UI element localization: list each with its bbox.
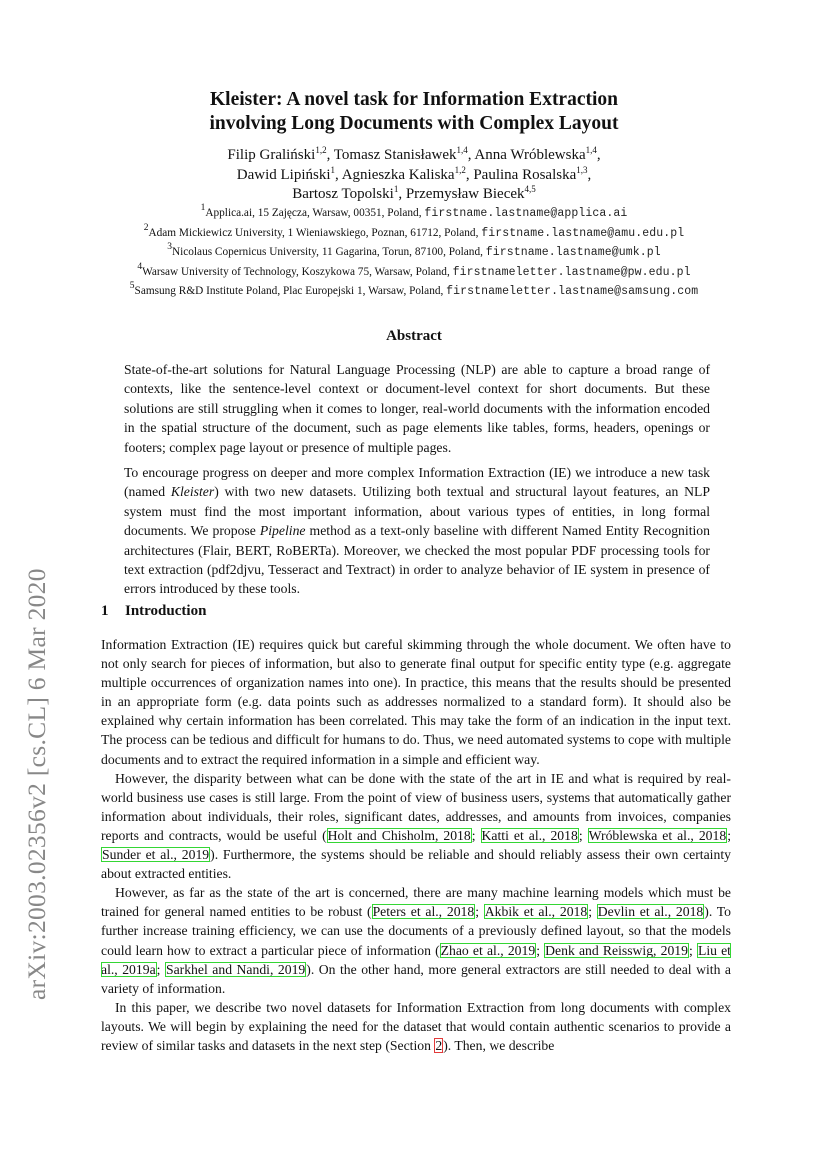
author-affiliation-mark: 1,4 bbox=[585, 145, 597, 155]
affiliation-list bbox=[0, 204, 828, 302]
body-paragraph bbox=[101, 998, 731, 1055]
author-name: Przemysław Biecek bbox=[405, 186, 525, 203]
abstract-paragraph bbox=[124, 463, 710, 599]
author-line: Filip Graliński$^{1,2}$, Tomasz Stanisławek$^{1,4}$, Anna Wróblewska$^{1,4}$, bbox=[227, 145, 601, 163]
author-affiliation-mark: 4,5 bbox=[524, 184, 536, 195]
section-heading bbox=[101, 603, 206, 620]
affiliation-email: firstname.lastname@applica.ai bbox=[424, 207, 628, 220]
affiliation-number: 4 bbox=[137, 261, 143, 272]
author-line: Bartosz Topolski$^1$, Przemysław Biecek$^{4,5}$ bbox=[292, 184, 536, 203]
author-affiliation-mark: 1,3 bbox=[576, 164, 588, 175]
author-list bbox=[0, 146, 828, 205]
citation-link[interactable]: Zhao et al., 2019 bbox=[440, 942, 536, 958]
citation-link[interactable]: Devlin et al., 2018 bbox=[597, 904, 704, 920]
section-number: 1 bbox=[101, 603, 109, 619]
author-line: Dawid Lipiński$^1$, Agnieszka Kaliska$^{1,2}$, Paulina Rosalska$^{1,3}$, bbox=[236, 164, 592, 183]
affiliation-email: firstname.lastname@amu.edu.pl bbox=[481, 226, 685, 240]
author-name: Paulina Rosalska bbox=[473, 166, 577, 183]
affiliation-number: 1 bbox=[200, 203, 206, 213]
author-name: Tomasz Stanisławek bbox=[333, 147, 457, 163]
author-name: Bartosz Topolski bbox=[292, 186, 394, 203]
abstract-body bbox=[124, 360, 710, 605]
pipeline-term: Pipeline bbox=[259, 523, 306, 539]
citation-link[interactable]: Denk and Reisswig, 2019 bbox=[545, 942, 688, 958]
affiliation-number: 2 bbox=[143, 222, 149, 233]
body-paragraph: However, as far as the state of the art is concerned, there are many machine learning models which must be trained for general named entities to be robust (Peters et al., 2018; Akbik et al., 2018; Devlin et al., 2018). To further increase training efficiency, we can use the documents of a previously defined layout, so that the models could learn how to extract a particular piece of information (Zhao et al., 2019; Denk and Reisswig, 2019; Liu et al., 2019a; Sarkhel and Nandi, 2019). On the other hand, more general extractors are still needed to deal with a variety of information. bbox=[101, 885, 731, 996]
section-reference-link[interactable]: 2 bbox=[435, 1037, 443, 1053]
citation-link[interactable]: Katti et al., 2018 bbox=[481, 827, 578, 843]
citation-link[interactable]: Sunder et al., 2019 bbox=[102, 847, 210, 863]
citation-link[interactable]: Akbik et al., 2018 bbox=[484, 904, 588, 920]
citation-link[interactable]: Sarkhel and Nandi, 2019 bbox=[165, 961, 306, 977]
affiliation-number: 5 bbox=[129, 281, 135, 292]
affiliation-text: Applica.ai, 15 Zajęcza, Warsaw, 00351, Poland, bbox=[205, 207, 422, 219]
body-text-run: ). Furthermore, the systems should be reliable and should reliably assess their own certainty about extracted entities. bbox=[101, 847, 731, 882]
affiliation-line bbox=[0, 263, 828, 283]
author-name: Agnieszka Kaliska bbox=[341, 166, 455, 183]
affiliation-email: firstname.lastname@umk.pl bbox=[485, 246, 661, 260]
affiliation-text: Warsaw University of Technology, Koszykowa 75, Warsaw, Poland, bbox=[142, 265, 450, 278]
author-affiliation-mark: 1,2 bbox=[315, 145, 327, 155]
affiliation-number: 3 bbox=[167, 242, 172, 253]
body-text bbox=[101, 635, 731, 1055]
affiliation-line bbox=[0, 243, 828, 263]
affiliation-line bbox=[0, 224, 828, 244]
body-text-run: In this paper, we describe two novel datasets for Information Extraction from long documents with complex layouts. We will begin by explaining the need for the dataset that would contain authentic scenarios to provide a review of similar tasks and datasets in the next step (Section bbox=[101, 999, 731, 1053]
abstract-paragraph: State-of-the-art solutions for Natural Language Processing (NLP) are able to capture a broad range of contexts, like the sentence-level context or document-level context for short documents. But these solutions are still struggling when it comes to longer, real-world documents with the information encoded in the spatial structure of the document, such as page elements like tables, forms, headers, openings or footers; complex page layout or presence of multiple pages. bbox=[124, 362, 710, 455]
citation-link[interactable]: Liu et al., 2019a bbox=[101, 942, 731, 977]
abstract-text: ) with two new datasets. Utilizing both textual and structural layout features, an NLP system must find the most important information, about various types of entities, in long formal documents. We propose bbox=[124, 484, 710, 539]
author-name: Dawid Lipiński bbox=[236, 166, 331, 183]
citation-link[interactable]: Wróblewska et al., 2018 bbox=[588, 827, 727, 843]
author-name: Filip Graliński bbox=[227, 147, 316, 163]
body-text-run: However, as far as the state of the art is concerned, there are many machine learning models which must be trained for general named entities to be robust ( bbox=[101, 885, 731, 920]
abstract-heading: Abstract bbox=[386, 328, 442, 344]
citation-link[interactable]: Peters et al., 2018 bbox=[372, 904, 475, 920]
affiliation-line bbox=[0, 282, 828, 302]
abstract-text: method as a text-only baseline with different Named Entity Recognition architectures (Flair, BERT, RoBERTa). Moreover, we checked the most popular PDF processing tools for text extraction (pdf2djvu, Tesseract and Textract) in order to analyze behavior of IE system in presence of errors introduced by these tools. bbox=[124, 523, 710, 597]
body-text-run: ). To further increase training efficiency, we can use the documents of a previously defined layout, so that the models could learn how to extract a particular piece of information ( bbox=[101, 904, 731, 958]
abstract-text: To encourage progress on deeper and more complex Information Extraction (IE) we introduce a new task (named bbox=[124, 465, 710, 500]
citation-link[interactable]: Holt and Chisholm, 2018 bbox=[327, 827, 471, 843]
kleister-term: Kleister bbox=[170, 484, 215, 500]
paper-title bbox=[0, 88, 828, 136]
body-text-run: ). Then, we describe bbox=[443, 1037, 555, 1053]
affiliation-text: Samsung R&D Institute Poland, Plac Europejski 1, Warsaw, Poland, bbox=[134, 285, 444, 298]
affiliation-email: firstnameletter.lastname@samsung.com bbox=[446, 285, 699, 299]
author-name: Anna Wróblewska bbox=[474, 147, 586, 163]
author-affiliation-mark: 1,4 bbox=[456, 145, 468, 155]
affiliation-text: Nicolaus Copernicus University, 11 Gagarina, Torun, 87100, Poland, bbox=[171, 246, 483, 259]
arxiv-identifier: arXiv:2003.02356v2 [cs.CL] 6 Mar 2020 bbox=[22, 568, 51, 1000]
section-title: Introduction bbox=[125, 603, 207, 619]
title-line-2: involving Long Documents with Complex Layout bbox=[209, 113, 619, 134]
title-line-1: Kleister: A novel task for Information Extraction bbox=[209, 89, 618, 110]
affiliation-email: firstnameletter.lastname@pw.edu.pl bbox=[452, 265, 691, 279]
author-affiliation-mark: 1 bbox=[393, 184, 399, 195]
author-affiliation-mark: 1 bbox=[330, 164, 335, 175]
body-paragraph: Information Extraction (IE) requires quick but careful skimming through the whole document. We often have to not only search for pieces of information, but also to generate final output for specific entity type (e.g. aggregate multiple occurrences of organization names into one). In practice, this means that the results should be presented in an appropriate form (e.g. data points such as addresses normalized to a standard form). It should also be explained why certain information has been correlated. This may take the form of an indication in the input text. The process can be tedious and difficult for humans to do. Thus, we need automated systems to cope with multiple documents and to extract the required information in a simple and efficient way. bbox=[101, 637, 731, 767]
body-text-run: ). On the other hand, more general extractors are still needed to deal with a variety of information. bbox=[101, 961, 731, 996]
body-text-run: However, the disparity between what can be done with the state of the art in IE and what is required by real-world business use cases is still large. From the point of view of business users, systems that automatically gather information about individuals, their roles, significant dates, addresses, and amounts from invoices, companies reports and contracts, would be useful ( bbox=[101, 770, 731, 843]
affiliation-text: Adam Mickiewicz University, 1 Wieniawskiego, Poznan, 61712, Poland, bbox=[148, 226, 479, 239]
body-paragraph: However, the disparity between what can be done with the state of the art in IE and what is required by real-world business use cases is still large. From the point of view of business users, systems that automatically gather information about individuals, their roles, significant dates, addresses, and amounts from invoices, companies reports and contracts, would be useful (Holt and Chisholm, 2018; Katti et al., 2018; Wróblewska et al., 2018; Sunder et al., 2019). Furthermore, the systems should be reliable and should reliably assess their own certainty about extracted entities. bbox=[101, 770, 732, 882]
affiliation-line bbox=[0, 204, 828, 224]
author-affiliation-mark: 1,2 bbox=[454, 164, 466, 175]
